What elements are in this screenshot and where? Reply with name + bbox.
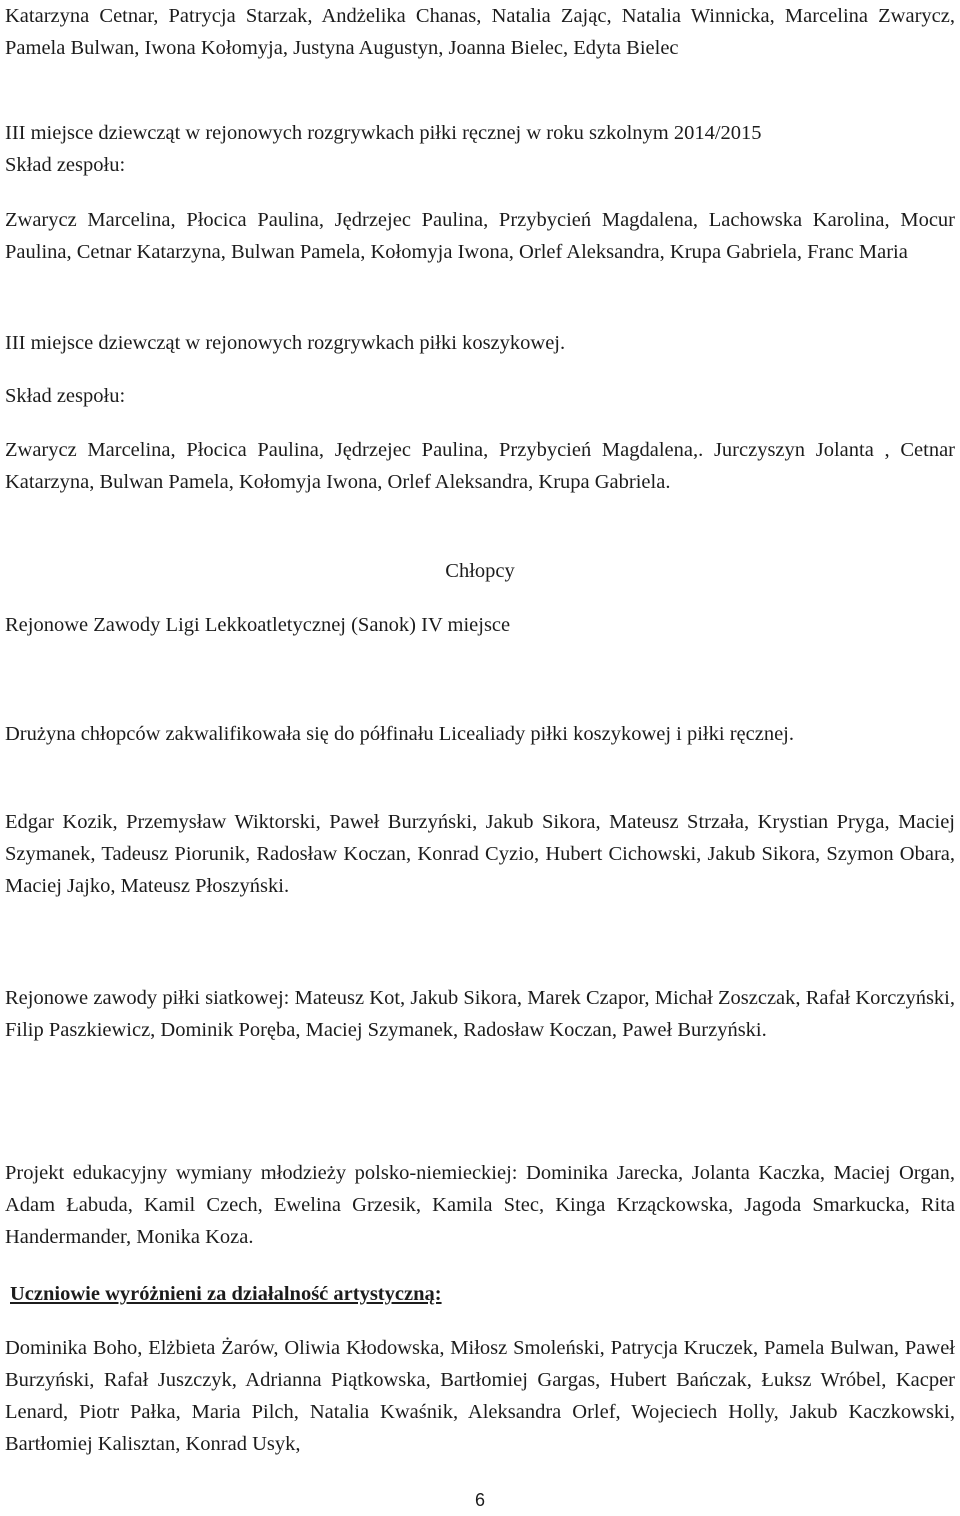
paragraph-exchange-project: Projekt edukacyjny wymiany młodzieży polsko-niemieckiej: Dominika Jarecka, Jolanta Kaczka, Maciej Organ, Adam Łabuda, Kamil Czech, Ewelina Grzesik, Kamila Stec, Kinga Krząckowska, Jagoda Smarkucka, Rita Handermander, Monika Koza.: [5, 1162, 955, 1248]
paragraph-team-label: Skład zespołu:: [5, 154, 126, 176]
paragraph-basketball-roster: Zwarycz Marcelina, Płocica Paulina, Jędrzejec Paulina, Przybycień Magdalena,. Jurczyszyn Jolanta , Cetnar Katarzyna, Bulwan Pamela, Kołomyja Iwona, Orlef Aleksandra, Krupa Gabriela.: [5, 439, 955, 493]
paragraph-basketball-result: III miejsce dziewcząt w rejonowych rozgrywkach piłki koszykowej.: [5, 332, 566, 354]
paragraph-art-students: Dominika Boho, Elżbieta Żarów, Oliwia Kłodowska, Miłosz Smoleński, Patrycja Kruczek, Pamela Bulwan, Paweł Burzyński, Rafał Juszczyk, Adrianna Piątkowska, Bartłomiej Gargas, Hubert Bańczak, Łuksz Wróbel, Kacper Lenard, Piotr Pałka, Maria Pilch, Natalia Kwaśnik, Aleksandra Orlef, Wojeciech Holly, Jakub Kaczkowski, Bartłomiej Kalisztan, Konrad Usyk,: [5, 1337, 955, 1455]
paragraph-boys-roster: Edgar Kozik, Przemysław Wiktorski, Paweł Burzyński, Jakub Sikora, Mateusz Strzała, Krystian Pryga, Maciej Szymanek, Tadeusz Piorunik, Radosław Koczan, Konrad Cyzio, Hubert Cichowski, Jakub Sikora, Szymon Obara, Maciej Jajko, Mateusz Płoszyński.: [5, 811, 955, 897]
paragraph-athletics-result: Rejonowe Zawody Ligi Lekkoatletycznej (Sanok) IV miejsce: [5, 614, 511, 636]
paragraph-volleyball: Rejonowe zawody piłki siatkowej: Mateusz Kot, Jakub Sikora, Marek Czapor, Michał Zoszczak, Rafał Korczyński, Filip Paszkiewicz, Dominik Poręba, Maciej Szymanek, Radosław Koczan, Paweł Burzyński.: [5, 987, 955, 1041]
paragraph-boys-qualification: Drużyna chłopców zakwalifikowała się do półfinału Licealiady piłki koszykowej i piłki ręcznej.: [5, 723, 794, 745]
paragraph-handball-roster: Zwarycz Marcelina, Płocica Paulina, Jędrzejec Paulina, Przybycień Magdalena, Lachowska Karolina, Mocur Paulina, Cetnar Katarzyna, Bulwan Pamela, Kołomyja Iwona, Orlef Aleksandra, Krupa Gabriela, Franc Maria: [5, 209, 955, 263]
page-number: 6: [474, 1490, 485, 1510]
heading-boys: Chłopcy: [445, 560, 515, 582]
paragraph-team-label-2: Skład zespołu:: [5, 385, 126, 407]
heading-art-distinction: Uczniowie wyróżnieni za działalność artystyczną:: [10, 1283, 442, 1305]
paragraph-handball-result: III miejsce dziewcząt w rejonowych rozgrywkach piłki ręcznej w roku szkolnym 2014/2015: [5, 122, 762, 144]
paragraph-handball-team-list: Katarzyna Cetnar, Patrycja Starzak, Andżelika Chanas, Natalia Zając, Natalia Winnicka, Marcelina Zwarycz, Pamela Bulwan, Iwona Kołomyja, Justyna Augustyn, Joanna Bielec, Edyta Bielec: [5, 5, 955, 59]
